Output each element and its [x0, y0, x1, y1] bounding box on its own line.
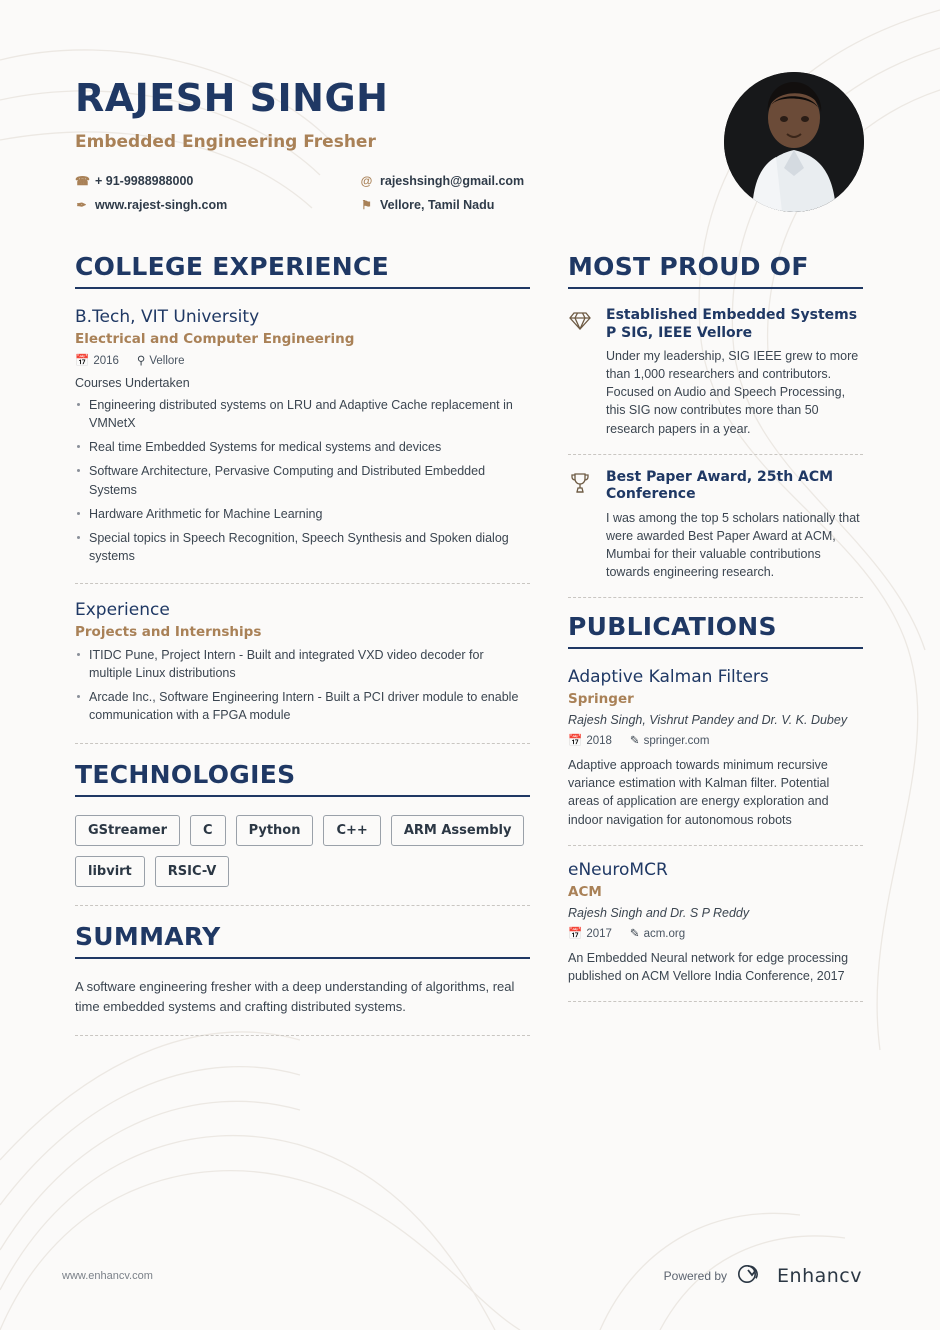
experience-entry — [75, 600, 530, 725]
list-item: Special topics in Speech Recognition, Speech Synthesis and Spoken dialog systems — [75, 529, 530, 565]
proud-item — [568, 469, 863, 582]
education-meta — [75, 353, 530, 367]
divider — [568, 287, 863, 289]
contact-email-text: rajeshsingh@gmail.com — [380, 173, 525, 188]
list-item: ITIDC Pune, Project Intern - Built and integrated VXD video decoder for multiple Linux distributions — [75, 646, 530, 682]
contact-website-text: www.rajest-singh.com — [95, 197, 228, 212]
contact-location-text: Vellore, Tamil Nadu — [380, 197, 495, 212]
list-item: Engineering distributed systems on LRU and Adaptive Cache replacement in VMNetX — [75, 396, 530, 432]
contact-phone[interactable] — [75, 174, 360, 188]
publication-title: Adaptive Kalman Filters — [568, 667, 769, 688]
divider — [75, 957, 530, 959]
section-publications-heading: PUBLICATIONS — [568, 612, 777, 642]
section-summary-heading: SUMMARY — [75, 921, 221, 951]
publication-date: 📅 2017 — [568, 927, 612, 940]
divider — [75, 1035, 530, 1036]
footer-branding — [664, 1263, 862, 1288]
enhancv-logo-icon — [737, 1263, 767, 1288]
publication-link[interactable]: ✎ springer.com — [629, 735, 710, 748]
resume-header — [75, 78, 635, 212]
publication-description: Adaptive approach towards minimum recursive variance estimation with Kalman filter. Potential areas of application are energy exploration and indoor navigation for autonomous robots — [568, 758, 830, 827]
powered-by-label: Powered by — [663, 1268, 728, 1283]
section-college-experience-heading: COLLEGE EXPERIENCE — [75, 252, 389, 281]
publication-title: eNeuroMCR — [568, 859, 668, 880]
proud-description: I was among the top 5 scholars nationally that were awarded Best Paper Award at ACM, Mumbai for their valuable contributions towards engineering research. — [606, 510, 860, 579]
calendar-icon: 📅 — [568, 927, 583, 940]
technologies-tags — [75, 815, 530, 887]
proud-item — [568, 307, 863, 438]
contact-location — [360, 198, 635, 212]
proud-title: Best Paper Award, 25th ACM Conference — [606, 468, 834, 503]
publication-publisher: ACM — [568, 883, 602, 900]
proud-description: Under my leadership, SIG IEEE grew to more than 1,000 researchers and contributors. Focused on Audio and Speech Processing, this SIG now contributes more than 50 research papers in a year. — [606, 349, 859, 436]
divider — [75, 583, 530, 584]
phone-icon: ☎ — [75, 173, 90, 188]
courses-list — [75, 396, 530, 565]
publication-meta — [568, 733, 863, 747]
publication-authors: Rajesh Singh and Dr. S P Reddy — [568, 905, 750, 920]
job-title: Embedded Engineering Fresher — [75, 131, 376, 152]
section-technologies-heading: TECHNOLOGIES — [75, 759, 296, 789]
section-most-proud-of-heading: MOST PROUD OF — [568, 252, 809, 281]
publication-authors: Rajesh Singh, Vishrut Pandey and Dr. V. K. Dubey — [568, 713, 848, 728]
website-icon: ✒ — [76, 197, 87, 212]
experience-list — [75, 646, 530, 725]
tech-tag: C++ — [323, 815, 380, 846]
contact-website[interactable] — [75, 198, 360, 212]
left-column — [75, 252, 530, 1052]
footer-website[interactable]: www.enhancv.com — [62, 1270, 153, 1282]
divider — [75, 743, 530, 744]
publication-link[interactable]: ✎ acm.org — [629, 927, 686, 940]
trophy-icon — [568, 469, 594, 582]
publication-publisher: Springer — [568, 691, 634, 708]
divider — [568, 1001, 863, 1002]
summary-text: A software engineering fresher with a deep understanding of algorithms, real time embedded systems and crafting distributed systems. — [75, 978, 515, 1014]
location-icon: ⚑ — [361, 197, 372, 212]
email-icon: @ — [360, 173, 373, 188]
contact-phone-text: + 91-9988988000 — [95, 173, 194, 188]
tech-tag: GStreamer — [75, 815, 180, 846]
calendar-icon: 📅 — [75, 355, 90, 367]
list-item: Software Architecture, Pervasive Computing and Distributed Embedded Systems — [75, 462, 530, 498]
experience-subheading: Projects and Internships — [75, 624, 262, 640]
list-item: Real time Embedded Systems for medical systems and devices — [75, 438, 530, 456]
tech-tag: libvirt — [75, 856, 145, 887]
list-item: Hardware Arithmetic for Machine Learning — [75, 505, 530, 523]
education-entry — [75, 307, 530, 565]
divider — [75, 795, 530, 797]
education-field: Electrical and Computer Engineering — [75, 331, 355, 347]
tech-tag: RSIC-V — [155, 856, 230, 887]
publication-description: An Embedded Neural network for edge processing published on ACM Vellore India Conference, 2017 — [568, 950, 849, 983]
proud-title: Established Embedded Systems P SIG, IEEE Vellore — [606, 307, 858, 341]
tech-tag: Python — [236, 815, 314, 846]
right-column — [568, 252, 863, 1016]
publication-item — [568, 860, 863, 985]
divider — [75, 905, 530, 906]
enhancv-brand: Enhancv — [777, 1264, 862, 1287]
education-degree: B.Tech, VIT University — [75, 307, 260, 327]
divider — [75, 287, 530, 289]
publication-item — [568, 667, 863, 829]
divider — [568, 597, 863, 598]
link-icon: ✎ — [629, 927, 640, 940]
divider — [568, 845, 863, 846]
tech-tag: C — [190, 815, 226, 846]
publication-meta — [568, 926, 863, 940]
experience-heading: Experience — [75, 600, 170, 620]
calendar-icon: 📅 — [568, 735, 583, 748]
divider — [568, 454, 863, 455]
page-title: RAJESH SINGH — [75, 76, 389, 120]
location-pin-icon: ⚲ — [136, 355, 146, 367]
publication-date: 📅 2018 — [568, 735, 612, 748]
tech-tag: ARM Assembly — [391, 815, 525, 846]
education-location: ⚲ Vellore — [136, 355, 185, 367]
divider — [568, 647, 863, 649]
contact-email[interactable] — [360, 174, 635, 188]
diamond-icon — [568, 307, 594, 438]
link-icon: ✎ — [629, 735, 640, 748]
contact-info — [75, 174, 635, 212]
education-date: 📅 2016 — [75, 355, 119, 367]
list-item: Arcade Inc., Software Engineering Intern - Built a PCI driver module to enable communication with a FPGA module — [75, 688, 530, 724]
courses-label: Courses Undertaken — [75, 376, 190, 390]
avatar — [724, 72, 864, 212]
